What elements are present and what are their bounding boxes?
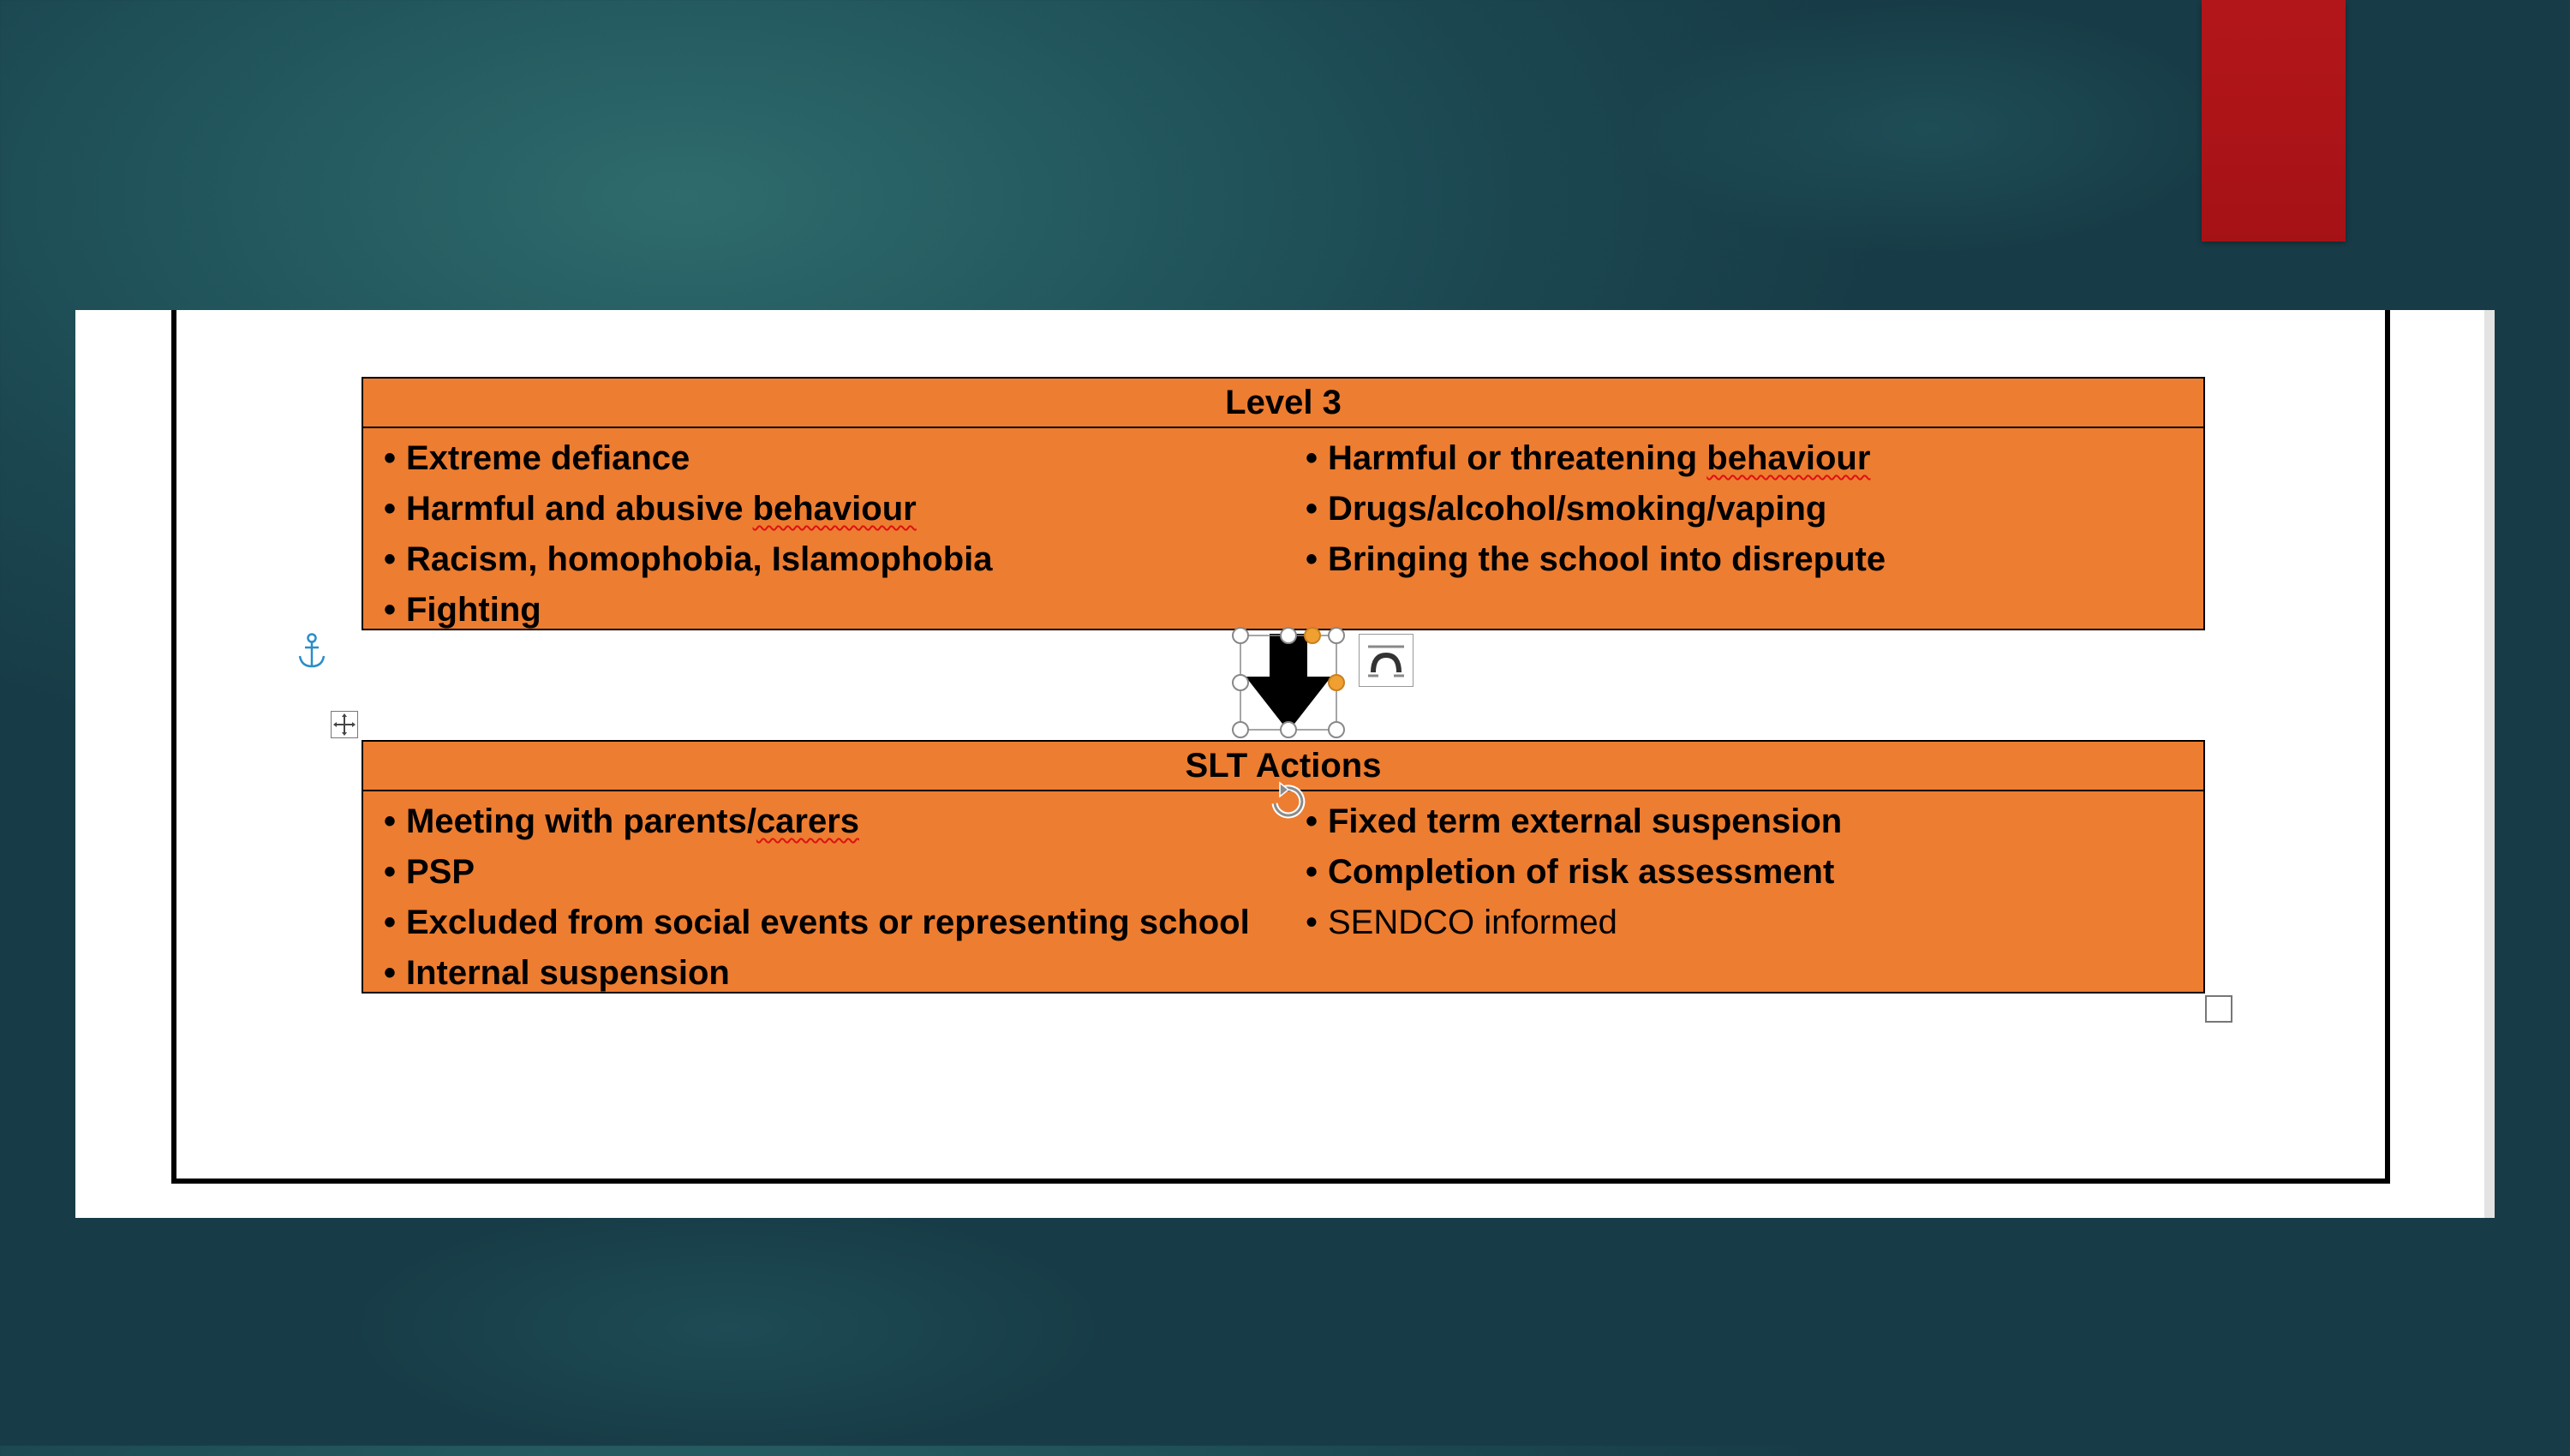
list-item: • Fixed term external suspension bbox=[1306, 803, 1843, 840]
level-3-title: Level 3 bbox=[363, 379, 2203, 428]
rotate-icon[interactable] bbox=[1263, 779, 1311, 822]
red-accent-tab bbox=[2202, 0, 2346, 242]
adjust-handle[interactable] bbox=[1328, 674, 1345, 691]
resize-handle[interactable] bbox=[1328, 627, 1345, 644]
list-item: • Drugs/alcohol/smoking/vaping bbox=[1306, 490, 1827, 528]
slt-actions-box[interactable] bbox=[362, 740, 2205, 994]
background-glow bbox=[1628, 0, 2227, 257]
list-item: • Meeting with parents/carers bbox=[384, 803, 860, 840]
resize-handle[interactable] bbox=[1328, 721, 1345, 738]
slt-actions-title: SLT Actions bbox=[363, 742, 2203, 791]
level-3-box[interactable] bbox=[362, 377, 2205, 630]
resize-handle[interactable] bbox=[1280, 627, 1297, 644]
slt-right-list bbox=[1306, 797, 1842, 948]
list-item: • Extreme defiance bbox=[384, 439, 690, 477]
level-3-right-list bbox=[1306, 433, 1886, 585]
resize-handle[interactable] bbox=[1280, 721, 1297, 738]
list-item: • Internal suspension bbox=[384, 954, 730, 992]
spelling-squiggle: carers bbox=[756, 803, 860, 840]
level-3-left-list bbox=[384, 433, 993, 636]
list-item: • Completion of risk assessment bbox=[1306, 853, 1835, 891]
layout-options-icon[interactable] bbox=[1359, 634, 1414, 687]
list-item: • Harmful and abusive behaviour bbox=[384, 490, 917, 528]
page-edge-shadow bbox=[2484, 310, 2495, 1218]
list-item: • Racism, homophobia, Islamophobia bbox=[384, 540, 993, 578]
background-glow bbox=[343, 1199, 1114, 1456]
resize-handle[interactable] bbox=[1232, 721, 1249, 738]
table-resize-handle[interactable] bbox=[2205, 995, 2232, 1023]
list-item: • Excluded from social events or representing school bbox=[384, 904, 1250, 941]
resize-handle[interactable] bbox=[1232, 674, 1249, 691]
table-move-handle-icon[interactable] bbox=[331, 711, 358, 738]
adjust-handle[interactable] bbox=[1304, 627, 1321, 644]
resize-handle[interactable] bbox=[1232, 627, 1249, 644]
list-item: • Bringing the school into disrepute bbox=[1306, 540, 1886, 578]
list-item: • SENDCO informed bbox=[1306, 904, 1617, 941]
slt-left-list bbox=[384, 797, 1250, 999]
spelling-squiggle: behaviour bbox=[752, 490, 917, 528]
anchor-icon[interactable] bbox=[295, 632, 329, 671]
selection-frame bbox=[1237, 632, 1340, 733]
spelling-squiggle: behaviour bbox=[1706, 439, 1871, 477]
list-item: • Harmful or threatening behaviour bbox=[1306, 439, 1871, 477]
list-item: • Fighting bbox=[384, 591, 541, 629]
down-arrow-shape[interactable] bbox=[1237, 632, 1340, 733]
list-item: • PSP bbox=[384, 853, 475, 891]
